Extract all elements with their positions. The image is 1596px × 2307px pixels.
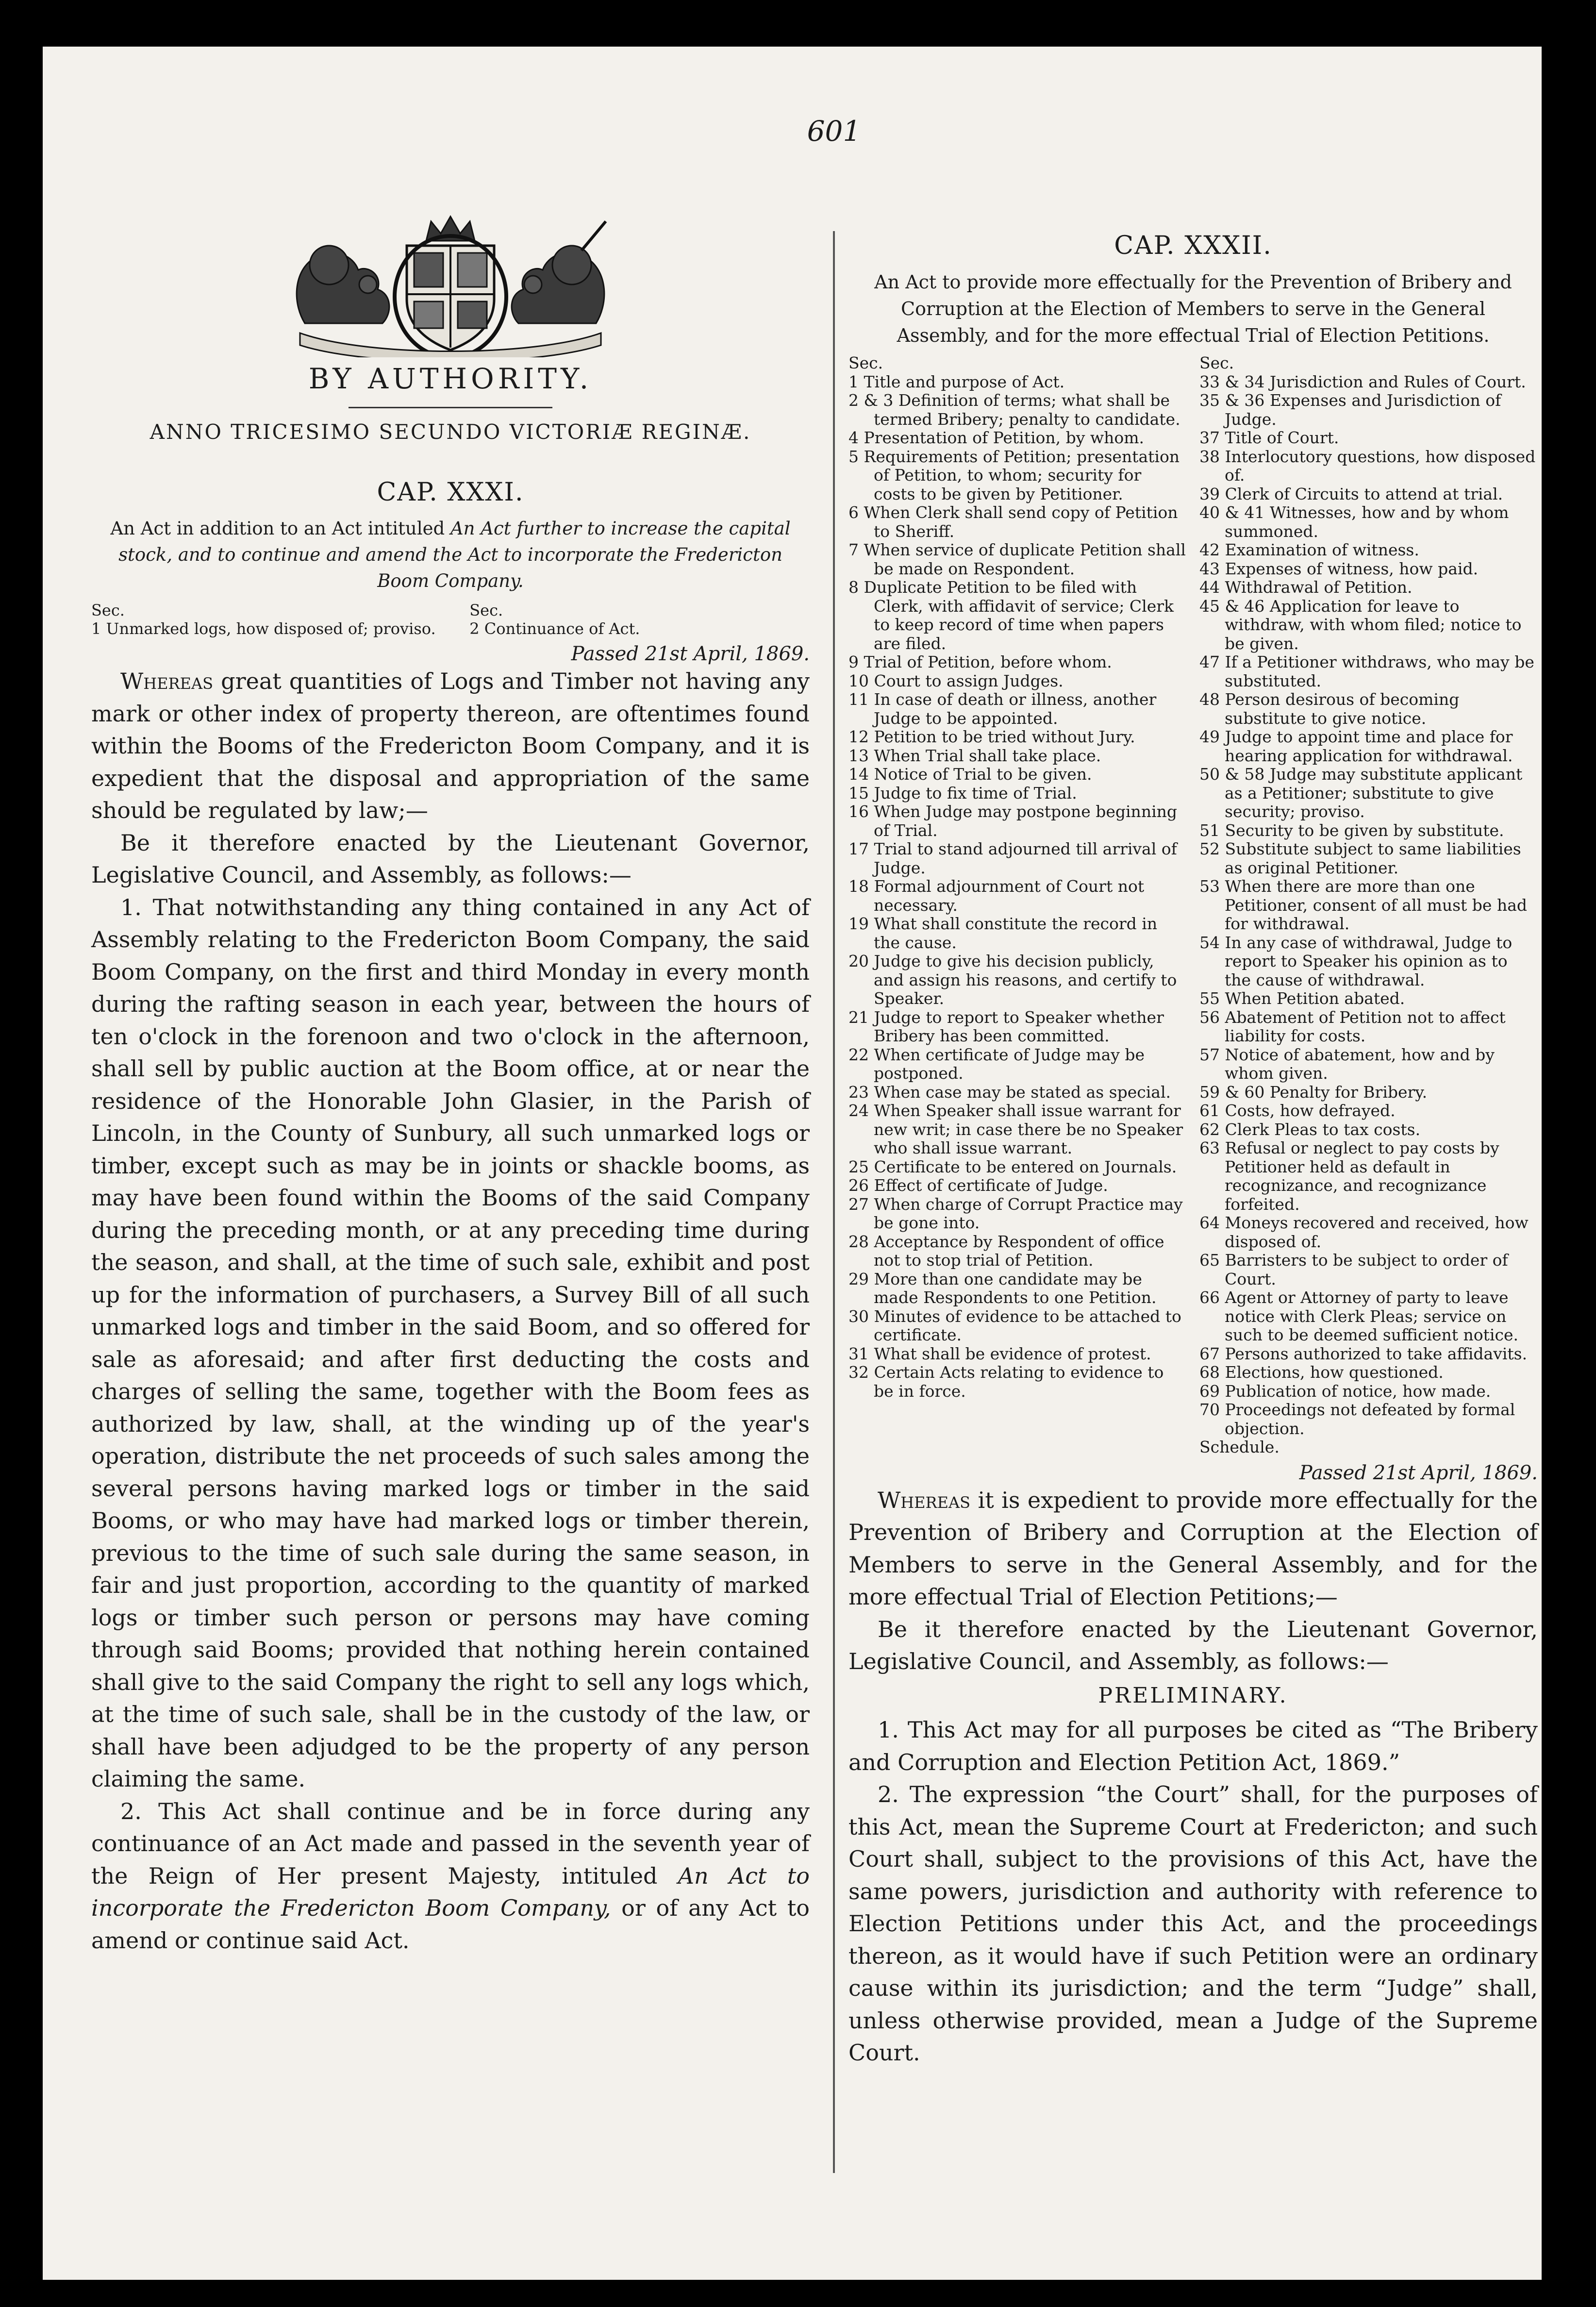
cap-xxxi-description: An Act in addition to an Act intituled An Act further to increase the capital stock, and to continue and amend the Act to incorporate the Fredericton Boom Company. bbox=[110, 518, 791, 591]
section-index-entry: 35 & 36 Expenses and Jurisdiction of Judge. bbox=[1199, 391, 1501, 429]
section-index-entry: 10 Court to assign Judges. bbox=[848, 671, 1064, 690]
section-index-entry: 38 Interlocutory questions, how disposed of. bbox=[1199, 447, 1536, 485]
section-index-left: Sec. 1 Title and purpose of Act. 2 & 3 Definition of terms; what shall be termed Bribery; penalty to candidate. 4 Presentation of Petition, by whom. 5 Requirements of Petition; presentation of Petition, to whom; security for costs to be given by Petitioner. 6 When Clerk shall send copy of Petition to Sheriff. 7 When service of duplicate Petition shall be made on Respondent. 8 Duplicate Petition to be filed with Clerk, with affidavit of service; Clerk to keep record of time when papers are filed. 9 Trial of Petition, before whom. 10 Court to assign Judges. 11 In case of death or illness, another Judge to be appointed. 12 Petition to be tried without Jury. 13 When Trial shall take place. 14 Notice of Trial to be given. 15 Judge to fix time of Trial. 16 When Judge may postpone beginning of Trial. 17 Trial to stand adjourned till arrival of Judge. 18 Formal adjournment of Court not necessary. 19 What shall constitute the record in the cause. 20 Judge to give his decision publicly, and assign his reasons, and certify to Speaker. 21 Judge to report to Speaker whether Bribery has been committed. 22 When certificate of Judge may be postponed. 23 When case may be stated as special. 24 When Speaker shall issue warrant for new writ; in case there be no Speaker who shall issue warrant. 25 Certificate to be entered on Journals. 26 Effect of certificate of Judge. 27 When charge of Corrupt Practice may be gone into. 28 Acceptance by Respondent of office not to stop trial of Petition. 29 More than one candidate may be made Respondents to one Petition. 30 Minutes of evidence to be attached to certificate. 31 What shall be evidence of protest. 32 Certain Acts relating to evidence to be in force. bbox=[848, 354, 1187, 1457]
section-index-entry: 52 Substitute subject to same liabilities as original Petitioner. bbox=[1199, 839, 1521, 877]
cap-xxxi-sections: Sec. 1 Unmarked logs, how disposed of; proviso. Sec. 2 Continuance of Act. bbox=[91, 601, 640, 638]
section-index-entry: 20 Judge to give his decision publicly, and assign his reasons, and certify to Speaker. bbox=[848, 952, 1177, 1008]
section-index-entry: 19 What shall constitute the record in the cause. bbox=[848, 914, 1158, 952]
section-index-entry: 45 & 46 Application for leave to withdraw, with whom filed; notice to be given. bbox=[1199, 596, 1522, 653]
section-index-entry: 61 Costs, how defrayed. bbox=[1199, 1101, 1396, 1120]
section-index-entry: 15 Judge to fix time of Trial. bbox=[848, 783, 1077, 802]
cap-xxxii-passed-date: Passed 21st April, 1869. bbox=[1299, 1461, 1538, 1484]
section-index-entry: 54 In any case of withdrawal, Judge to report to Speaker his opinion as to the cause of withdrawal. bbox=[1199, 933, 1513, 989]
section-index-entry: 8 Duplicate Petition to be filed with Clerk, with affidavit of service; Clerk to keep record of time when papers are filed. bbox=[848, 578, 1174, 653]
section-index-entry: 64 Moneys recovered and received, how disposed of. bbox=[1199, 1213, 1529, 1251]
section-index-entry: 17 Trial to stand adjourned till arrival of Judge. bbox=[848, 839, 1177, 877]
section-index-entry: 43 Expenses of witness, how paid. bbox=[1199, 559, 1479, 578]
section-index-entry: 1 Title and purpose of Act. bbox=[848, 372, 1065, 391]
section-index-entry: 11 In case of death or illness, another Judge to be appointed. bbox=[848, 690, 1157, 728]
section-index-entry: 27 When charge of Corrupt Practice may be gone into. bbox=[848, 1194, 1183, 1232]
section-index-entry: 37 Title of Court. bbox=[1199, 428, 1339, 447]
section-index-entry: 13 When Trial shall take place. bbox=[848, 746, 1101, 765]
section-index-entry: 42 Examination of witness. bbox=[1199, 540, 1419, 559]
section-index-entry: 51 Security to be given by substitute. bbox=[1199, 820, 1504, 840]
section-index-entry: 56 Abatement of Petition not to affect liability for costs. bbox=[1199, 1007, 1506, 1045]
column-divider bbox=[833, 231, 835, 2173]
section-index-entry: 69 Publication of notice, how made. bbox=[1199, 1381, 1491, 1401]
page-number: 601 bbox=[807, 115, 861, 148]
section-index-entry: 22 When certificate of Judge may be postponed. bbox=[848, 1045, 1145, 1083]
section-index-entry: 57 Notice of abatement, how and by whom given. bbox=[1199, 1045, 1495, 1083]
section-index-entry: 67 Persons authorized to take affidavits. bbox=[1199, 1344, 1528, 1363]
section-index-entry: 55 When Petition abated. bbox=[1199, 989, 1405, 1008]
section-index-entry: 50 & 58 Judge may substitute applicant as a Petitioner; substitute to give security; proviso. bbox=[1199, 765, 1523, 821]
section-index-entry: 25 Certificate to be entered on Journals. bbox=[848, 1157, 1177, 1176]
section-index-entry: 31 What shall be evidence of protest. bbox=[848, 1344, 1151, 1363]
section-index-entry: 9 Trial of Petition, before whom. bbox=[848, 652, 1112, 671]
by-authority-heading: BY AUTHORITY. bbox=[308, 362, 593, 395]
section-index-entry: 14 Notice of Trial to be given. bbox=[848, 765, 1092, 784]
section-index-entry: 49 Judge to appoint time and place for hearing application for withdrawal. bbox=[1199, 727, 1513, 765]
section-index-entry: 68 Elections, how questioned. bbox=[1199, 1363, 1444, 1382]
section-index-entry: 63 Refusal or neglect to pay costs by Petitioner held as default in recognizance, and recognizance forfeited. bbox=[1199, 1138, 1499, 1214]
section-index-entry: 32 Certain Acts relating to evidence to be in force. bbox=[848, 1363, 1164, 1401]
section-index-entry: 70 Proceedings not defeated by formal objection. bbox=[1199, 1400, 1515, 1438]
section-index-entry: 39 Clerk of Circuits to attend at trial. bbox=[1199, 484, 1503, 503]
section-index-entry: 65 Barristers to be subject to order of Court. bbox=[1199, 1251, 1508, 1288]
section-index-entry: 47 If a Petitioner withdraws, who may be substituted. bbox=[1199, 652, 1534, 690]
section-index-entry: 59 & 60 Penalty for Bribery. bbox=[1199, 1082, 1428, 1102]
section-index-entry: 30 Minutes of evidence to be attached to certificate. bbox=[848, 1306, 1181, 1344]
cap-xxxii-section-index bbox=[848, 354, 1538, 1457]
section-index-entry: 4 Presentation of Petition, by whom. bbox=[848, 428, 1145, 447]
anno-heading: ANNO TRICESIMO SECUNDO VICTORIÆ REGINÆ. bbox=[150, 420, 751, 444]
right-column bbox=[848, 221, 1538, 2069]
section-index-entry: 7 When service of duplicate Petition shall be made on Respondent. bbox=[848, 540, 1186, 578]
heading-rule bbox=[349, 407, 552, 408]
section-index-entry: 29 More than one candidate may be made Respondents to one Petition. bbox=[848, 1269, 1157, 1307]
section-index-entry: 44 Withdrawal of Petition. bbox=[1199, 578, 1413, 597]
section-index-entry: 2 & 3 Definition of terms; what shall be termed Bribery; penalty to candidate. bbox=[848, 391, 1180, 429]
section-index-entry: 33 & 34 Jurisdiction and Rules of Court. bbox=[1199, 372, 1526, 391]
left-column bbox=[91, 212, 810, 1956]
section-index-entry: 66 Agent or Attorney of party to leave notice with Clerk Pleas; service on such to be deemed sufficient notice. bbox=[1199, 1288, 1518, 1344]
schedule-label: Schedule. bbox=[1199, 1438, 1280, 1456]
section-index-entry: 16 When Judge may postpone beginning of Trial. bbox=[848, 802, 1177, 840]
section-index-entry: 53 When there are more than one Petitioner, consent of all must be had for withdrawal. bbox=[1199, 877, 1528, 933]
cap-xxxii-description: An Act to provide more effectually for the Prevention of Bribery and Corruption at the Election of Members to serve in the General Assembly, and for the more effectual Trial of Election Petitions. bbox=[874, 271, 1512, 346]
cap-xxxi-passed-date: Passed 21st April, 1869. bbox=[571, 643, 810, 665]
section-index-entry: 62 Clerk Pleas to tax costs. bbox=[1199, 1120, 1421, 1139]
section-index-entry: 6 When Clerk shall send copy of Petition to Sheriff. bbox=[848, 503, 1178, 541]
section-index-entry: 24 When Speaker shall issue warrant for new writ; in case there be no Speaker who shall issue warrant. bbox=[848, 1101, 1183, 1157]
cap-xxxi-body: Whereas great quantities of Logs and Timber not having any mark or other index of property thereon, are oftentimes found within the Booms of the Fredericton Boom Company, and it is expedient that the disposal and appropriation of the same should be regulated by law;— Be it therefore enacted by the Lieutenant Governor, Legislative Council, and Assembly, as follows:— 1. That notwithstanding any thing contained in any Act of Assembly relating to the Fredericton Boom Company, the said Boom Company, on the first and third Monday in every month during the rafting season in each year, between the hours of ten o'clock in the forenoon and two o'clock in the afternoon, shall sell by public auction at the Boom office, at or near the residence of the Honorable John Glasier, in the Parish of Lincoln, in the County of Sunbury, all such unmarked logs or timber, except such as may be in joints or shackle booms, as may have been found within the Booms of the said Company during the preceding month, or at any preceding time during the season, and shall, at the time of such sale, exhibit and post up for the information of purchasers, a Survey Bill of all such unmarked logs and timber in the said Boom, and so offered for sale as aforesaid; and after first deducting the costs and charges of selling the same, together with the Boom fees as authorized by law, shall, at the winding up of the year's operation, distribute the net proceeds of such sales among the several persons having marked logs or timber in the said Booms, or who may have had marked logs or timber therein, previous to the time of such sale during the same season, in fair and just proportion, according to the quantity of marked logs or timber such person or persons may have coming through said Booms; provided that nothing herein contained shall give to the said Company the right to sell any logs which, at the time of such sale, shall be in the custody of the law, or shall have been adjudged to be the property of any person claiming the same. 2. This Act shall continue and be in force during any continuance of an Act made and passed in the seventh year of the Reign of Her present Majesty, intituled An Act to incorporate the Fredericton Boom Company, or of any Act to amend or continue said Act. bbox=[91, 668, 810, 1954]
section-index-entry: 5 Requirements of Petition; presentation of Petition, to whom; security for costs to be given by Petitioner. bbox=[848, 447, 1180, 503]
section-index-entry: 12 Petition to be tried without Jury. bbox=[848, 727, 1135, 746]
document-page bbox=[43, 47, 1542, 2280]
section-index-right: Sec. 33 & 34 Jurisdiction and Rules of Court. 35 & 36 Expenses and Jurisdiction of Judge. 37 Title of Court. 38 Interlocutory questions, how disposed of. 39 Clerk of Circuits to attend at trial. 40 & 41 Witnesses, how and by whom summoned. 42 Examination of witness. 43 Expenses of witness, how paid. 44 Withdrawal of Petition. 45 & 46 Application for leave to withdraw, with whom filed; notice to be given. 47 If a Petitioner withdraws, who may be substituted. 48 Person desirous of becoming substitute to give notice. 49 Judge to appoint time and place for hearing application for withdrawal. 50 & 58 Judge may substitute applicant as a Petitioner; substitute to give security; proviso. 51 Security to be given by substitute. 52 Substitute subject to same liabilities as original Petitioner. 53 When there are more than one Petitioner, consent of all must be had for withdrawal. 54 In any case of withdrawal, Judge to report to Speaker his opinion as to the cause of withdrawal. 55 When Petition abated. 56 Abatement of Petition not to affect liability for costs. 57 Notice of abatement, how and by whom given. 59 & 60 Penalty for Bribery. 61 Costs, how defrayed. 62 Clerk Pleas to tax costs. 63 Refusal or neglect to pay costs by Petitioner held as default in recognizance, and recognizance forfeited. 64 Moneys recovered and received, how disposed of. 65 Barristers to be subject to order of Court. 66 Agent or Attorney of party to leave notice with Clerk Pleas; service on such to be deemed sufficient notice. 67 Persons authorized to take affidavits. 68 Elections, how questioned. 69 Publication of notice, how made. 70 Proceedings not defeated by formal objection. Schedule. bbox=[1187, 354, 1538, 1457]
cap-xxxi-title: CAP. XXXI. bbox=[377, 478, 524, 507]
preliminary-heading: PRELIMINARY. bbox=[1098, 1683, 1288, 1708]
royal-coat-of-arms-icon bbox=[247, 212, 654, 357]
cap-xxxii-body: Whereas it is expedient to provide more effectually for the Prevention of Bribery and Corruption at the Election of Members to serve in the General Assembly, and for the more effectual Trial of Election Petitions;— Be it therefore enacted by the Lieutenant Governor, Legislative Council, and Assembly, as follows:— PRELIMINARY. 1. This Act may for all purposes be cited as “The Bribery and Corruption and Election Petition Act, 1869.” 2. The expression “the Court” shall, for the purposes of this Act, mean the Supreme Court at Fredericton; and such Court shall, subject to the provisions of this Act, have the same powers, jurisdiction and authority with reference to Election Petitions under this Act, and the proceedings thereon, as it would have if such Petition were an ordinary cause within its jurisdiction; and the term “Judge” shall, unless otherwise provided, mean a Judge of the Supreme Court. bbox=[848, 1487, 1538, 2066]
section-index-entry: 23 When case may be stated as special. bbox=[848, 1082, 1171, 1102]
section-index-entry: 40 & 41 Witnesses, how and by whom summoned. bbox=[1199, 503, 1509, 541]
section-index-entry: 21 Judge to report to Speaker whether Bribery has been committed. bbox=[848, 1007, 1164, 1045]
section-index-entry: 28 Acceptance by Respondent of office not to stop trial of Petition. bbox=[848, 1232, 1164, 1270]
section-index-entry: 48 Person desirous of becoming substitute to give notice. bbox=[1199, 690, 1460, 728]
section-index-entry: 26 Effect of certificate of Judge. bbox=[848, 1176, 1108, 1195]
section-index-entry: 18 Formal adjournment of Court not necessary. bbox=[848, 877, 1145, 915]
cap-xxxii-title: CAP. XXXII. bbox=[1114, 231, 1272, 260]
